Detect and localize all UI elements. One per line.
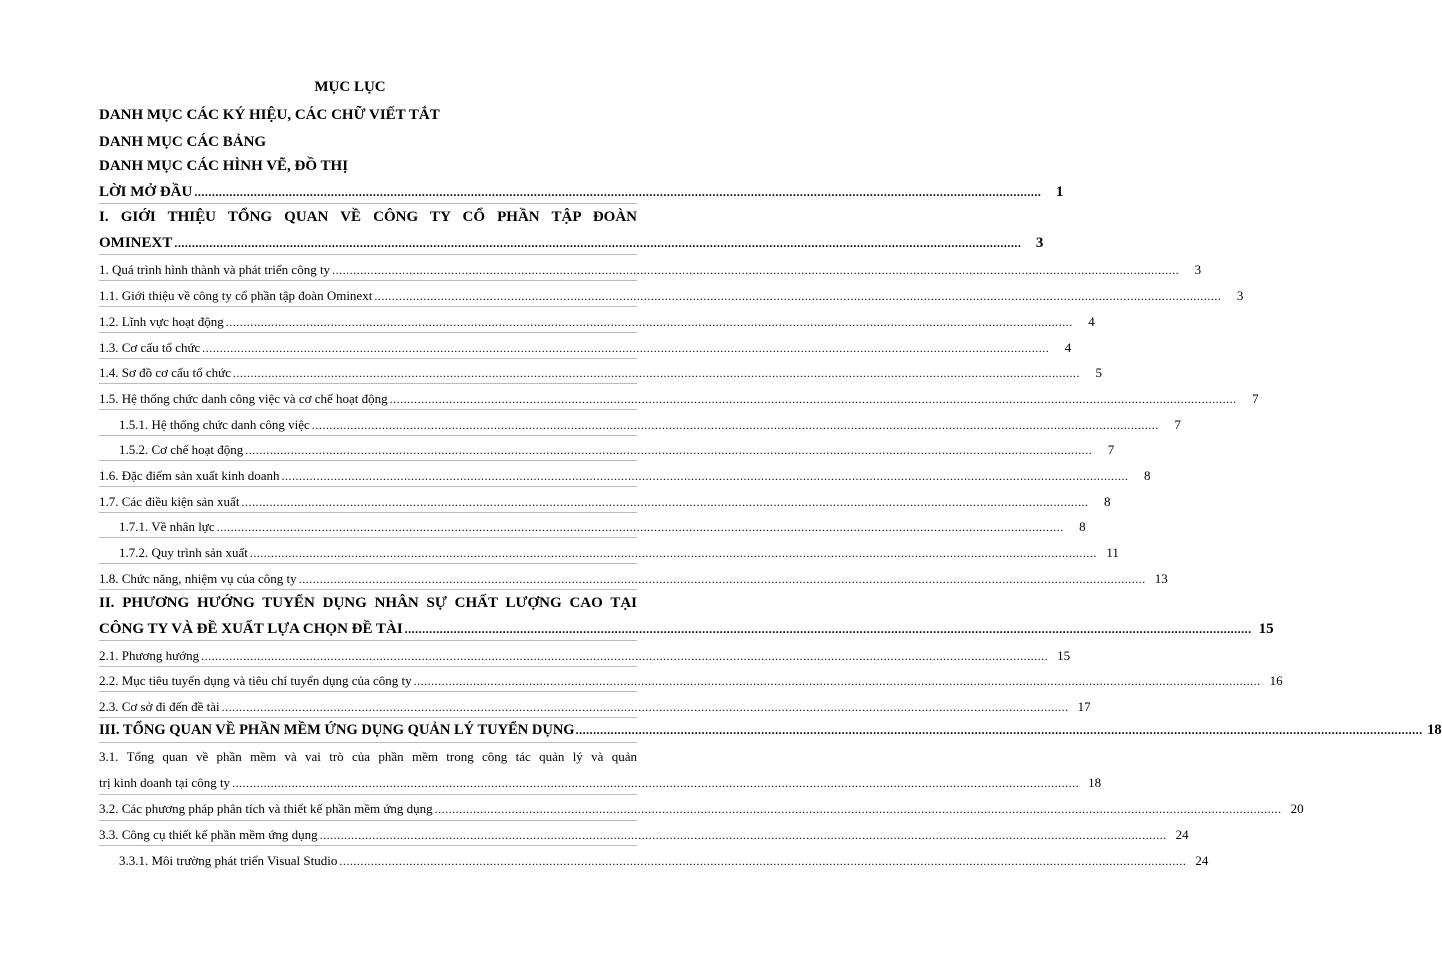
toc-entry-page: 1 [1055,184,1064,200]
toc-entry-label: CÔNG TY VÀ ĐỀ XUẤT LỰA CHỌN ĐỀ TÀI [99,621,403,637]
toc-entry-1-5[interactable] [99,391,1259,407]
toc-entry-label: 1. Quá trình hình thành và phát triển công ty [99,262,331,277]
divider [99,332,637,333]
toc-entry-page: 7 [1252,391,1259,406]
toc-entry-label: 1.3. Cơ cấu tổ chức [99,340,201,355]
toc-entry-1-7-1[interactable] [119,519,1086,535]
divider [99,486,637,487]
dot-leader [282,469,1129,484]
divider [99,306,637,307]
dot-leader [405,622,1252,637]
toc-entry-page: 3 [1236,288,1244,303]
divider [99,358,637,359]
divider [99,203,637,204]
toc-entry-page: 13 [1154,571,1168,586]
toc-entry-page: 4 [1088,314,1095,329]
toc-entry-label: LỜI MỞ ĐẦU [99,184,193,200]
dot-leader [299,572,1146,587]
divider [99,512,637,513]
dot-leader [201,649,1048,664]
dot-leader [232,776,1079,791]
toc-entry-page: 15 [1057,648,1071,663]
toc-entry-2-3[interactable] [99,699,1091,715]
toc-entry-page: 16 [1269,673,1283,688]
toc-entry-page: 24 [1195,853,1209,868]
dot-leader [435,802,1282,817]
toc-entry-label: OMINEXT [99,235,173,251]
toc-entry-3-2[interactable] [99,801,1304,817]
toc-entry-section-2-line1[interactable]: II. PHƯƠNG HƯỚNG TUYỂN DỤNG NHÂN SỰ CHẤT LƯỢNG CAO TẠI [99,595,637,611]
divider [99,691,637,692]
dot-leader [194,185,1041,200]
toc-entry-section-2[interactable] [99,621,1274,638]
toc-entry-label: 1.5.1. Hệ thống chức danh công việc [119,417,310,432]
dot-leader [576,723,1423,738]
toc-entry-page: 18 [1427,722,1442,738]
toc-entry-label: 1.7.2. Quy trình sản xuất [119,545,248,560]
toc-entry-1-7[interactable] [99,494,1111,510]
divider [99,563,637,564]
dot-leader [374,289,1221,304]
toc-entry-page: 17 [1077,699,1091,714]
divider [99,537,637,538]
toc-entry-label: 1.8. Chức năng, nhiệm vụ của công ty [99,571,297,586]
divider [99,794,637,795]
dot-leader [245,443,1092,458]
toc-entry-page: 7 [1174,417,1181,432]
toc-entry-label: 1.4. Sơ đồ cơ cấu tổ chức [99,365,231,380]
toc-entry-page: 8 [1079,519,1086,534]
toc-entry-label: 1.5. Hệ thống chức danh công việc và cơ chế hoạt động [99,391,388,406]
toc-entry-2-1[interactable] [99,648,1071,664]
divider [99,460,637,461]
divider [99,845,637,846]
toc-title: MỤC LỤC [314,79,386,95]
toc-entry-1-5-2[interactable] [119,442,1115,458]
toc-entry-label: 1.7.1. Về nhân lực [119,519,215,534]
toc-entry-1-1[interactable] [99,288,1244,304]
toc-entry-intro[interactable] [99,184,1064,201]
toc-entry-label: 3.2. Các phương pháp phân tích và thiết kế phần mềm ứng dụng [99,801,433,816]
toc-entry-1-6[interactable] [99,468,1151,484]
divider [99,640,637,641]
divider [99,435,637,436]
toc-entry-3-1[interactable] [99,775,1102,791]
toc-entry-page: 15 [1258,621,1274,637]
toc-entry-label: 1.1. Giới thiệu về công ty cổ phần tập đoàn Ominext [99,288,373,303]
toc-entry-page: 20 [1290,801,1304,816]
dot-leader [174,236,1021,251]
toc-entry-label: 2.1. Phương hướng [99,648,200,663]
toc-entry-1-2[interactable] [99,314,1095,330]
divider [99,409,637,410]
dot-leader [250,546,1097,561]
dot-leader [202,341,1049,356]
toc-entry-page: 24 [1175,827,1189,842]
toc-entry-page: 5 [1095,365,1102,380]
toc-entry-label: 3.3.1. Môi trường phát triển Visual Studio [119,853,338,868]
dot-leader [339,854,1186,869]
toc-entry-page: 18 [1088,775,1102,790]
toc-entry-1-5-1[interactable] [119,417,1181,433]
toc-entry-label: III. TỔNG QUAN VỀ PHẦN MỀM ỨNG DỤNG QUẢN LÝ TUYỂN DỤNG [99,722,575,738]
dot-leader [320,828,1167,843]
toc-entry-section-1[interactable] [99,235,1044,252]
toc-entry-3-3-1[interactable] [119,853,1209,869]
divider [99,383,637,384]
toc-entry-1-7-2[interactable] [119,545,1119,561]
dot-leader [414,674,1261,689]
dot-leader [222,700,1069,715]
toc-entry-page: 7 [1107,442,1115,457]
dot-leader [390,392,1237,407]
toc-entry-3-3[interactable] [99,827,1189,843]
toc-entry-section-1-line1[interactable]: I. GIỚI THIỆU TỔNG QUAN VỀ CÔNG TY CỔ PHẦN TẬP ĐOÀN [99,209,637,225]
toc-entry-label: 1.5.2. Cơ chế hoạt động [119,442,244,457]
toc-entry-label: 2.2. Mục tiêu tuyển dụng và tiêu chí tuyển dụng của công ty [99,673,412,688]
toc-entry-label: 1.2. Lĩnh vực hoạt động [99,314,224,329]
toc-entry-label: trị kinh doanh tại công ty [99,775,231,790]
toc-entry-page: 3 [1194,262,1202,277]
divider [99,280,637,281]
toc-entry-label: 2.3. Cơ sở đi đến đề tài [99,699,220,714]
toc-entry-1-8[interactable] [99,571,1168,587]
divider [99,589,637,590]
dot-leader [312,418,1159,433]
toc-entry-page: 4 [1064,340,1072,355]
dot-leader [217,520,1064,535]
dot-leader [241,495,1088,510]
toc-entry-3-1-line1[interactable]: 3.1. Tổng quan về phần mềm và vai trò của phần mềm trong công tác quản lý và quản [99,749,637,764]
dot-leader [226,315,1073,330]
toc-heading-tables: DANH MỤC CÁC BẢNG [99,134,267,150]
toc-heading-figures: DANH MỤC CÁC HÌNH VẼ, ĐỒ THỊ [99,158,349,174]
toc-entry-label: 1.7. Các điều kiện sản xuất [99,494,240,509]
divider [99,254,637,255]
dot-leader [332,263,1179,278]
toc-entry-1-4[interactable] [99,365,1102,381]
toc-heading-abbreviations: DANH MỤC CÁC KÝ HIỆU, CÁC CHỮ VIẾT TẮT [99,107,440,123]
toc-entry-2-2[interactable] [99,673,1283,689]
toc-entry-1-3[interactable] [99,340,1072,356]
toc-entry-page: 8 [1144,468,1151,483]
toc-entry-page: 11 [1106,545,1119,560]
divider [99,742,637,743]
dot-leader [233,366,1080,381]
toc-entry-page: 8 [1103,494,1111,509]
toc-entry-page: 3 [1035,235,1044,251]
toc-entry-1[interactable] [99,262,1202,278]
divider [99,717,637,718]
divider [99,666,637,667]
toc-entry-label: 1.6. Đặc điểm sản xuất kinh doanh [99,468,280,483]
toc-entry-section-3[interactable] [99,722,1442,739]
divider [99,820,637,821]
toc-entry-label: 3.3. Công cụ thiết kế phần mềm ứng dụng [99,827,318,842]
